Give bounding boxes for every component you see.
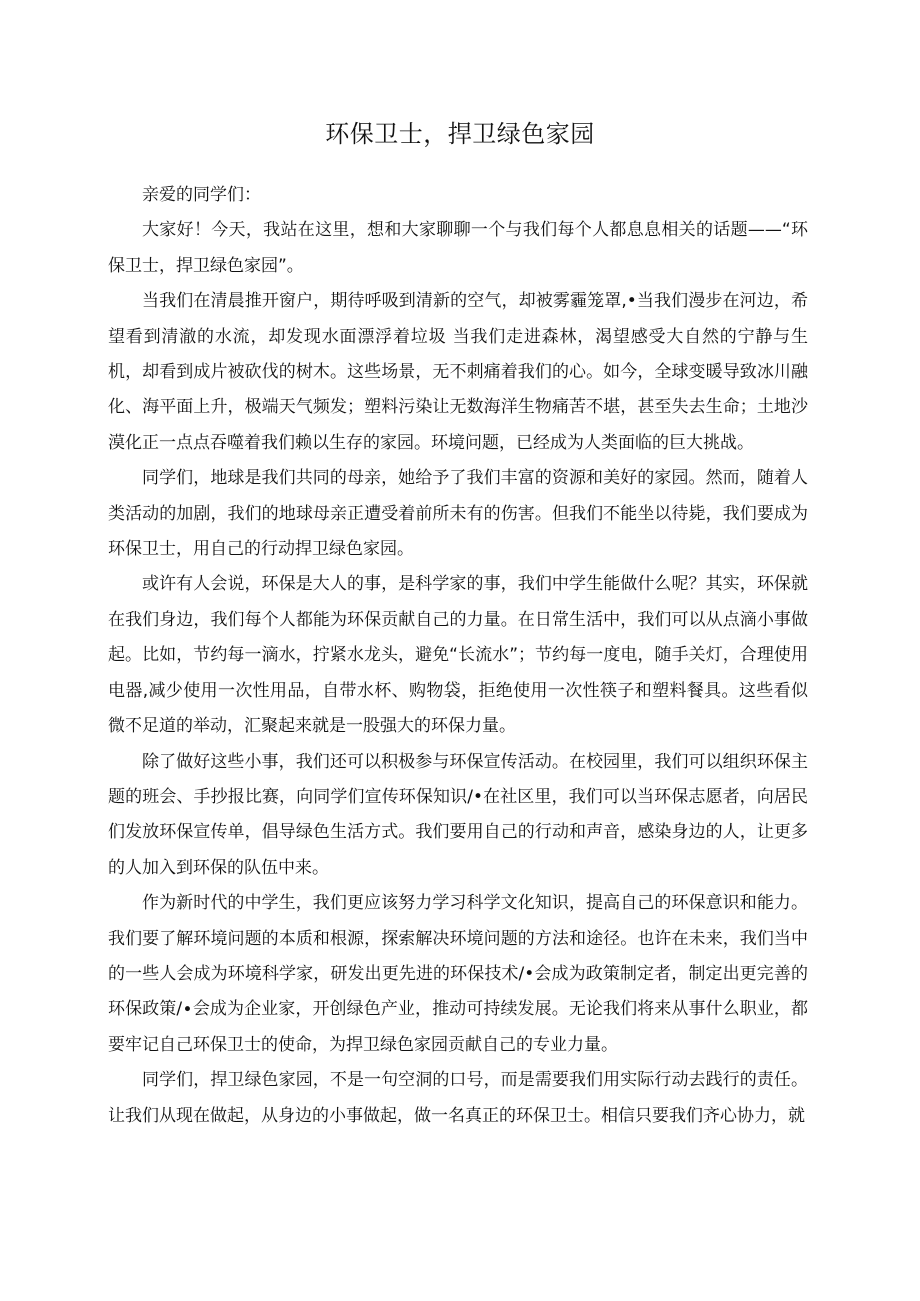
paragraph: 或许有人会说，环保是大人的事，是科学家的事，我们中学生能做什么呢？其实，环保就在我们身边，我们每个人都能为环保贡献自己的力量。在日常生活中，我们可以从点滴小事做起。比如，节约每一滴水，拧紧水龙头，避免“长流水”；节约每一度电，随手关灯，合理使用电器,减少使用一次性用品，自带水杯、购物袋，拒绝使用一次性筷子和塑料餐具。这些看似微不足道的举动，汇聚起来就是一股强大的环保力量。 [108, 574, 808, 737]
paragraph: 当我们在清晨推开窗户，期待呼吸到清新的空气，却被雾霾笼罩,•当我们漫步在河边，希望看到清澈的水流，却发现水面漂浮着垃圾 当我们走进森林，渴望感受大自然的宁静与生机，却看到成片被砍伐的树木。这些场景，无不刺痛着我们的心。如今，全球变暖导致冰川融化、海平面上升，极端天气频发；塑料污染让无数海洋生物痛苦不堪，甚至失去生命；土地沙漠化正一点点吞噬着我们赖以生存的家园。环境问题，已经成为人类面临的巨大挑战。 [108, 291, 808, 453]
document-body [108, 178, 808, 1134]
paragraph: 除了做好这些小事，我们还可以积极参与环保宣传活动。在校园里，我们可以组织环保主题的班会、手抄报比赛，向同学们宣传环保知识/•在社区里，我们可以当环保志愿者，向居民们发放环保宣传单，倡导绿色生活方式。我们要用自己的行动和声音，感染身边的人，让更多的人加入到环保的队伍中来。 [108, 751, 808, 878]
salutation: 亲爱的同学们： [142, 185, 261, 205]
paragraph: 同学们，地球是我们共同的母亲，她给予了我们丰富的资源和美好的家园。然而，随着人类活动的加剧，我们的地球母亲正遭受着前所未有的伤害。但我们不能坐以待毙，我们要成为环保卫士，用自己的行动捍卫绿色家园。 [108, 468, 808, 560]
paragraph: 同学们，捍卫绿色家园，不是一句空洞的口号，而是需要我们用实际行动去践行的责任。让我们从现在做起，从身边的小事做起，做一名真正的环保卫士。相信只要我们齐心协力，就 [108, 1070, 808, 1126]
paragraph: 大家好！今天，我站在这里，想和大家聊聊一个与我们每个人都息息相关的话题——“环保卫士，捍卫绿色家园”。 [108, 220, 808, 276]
document-title: 环保卫士，捍卫绿色家园 [325, 120, 595, 148]
paragraph: 作为新时代的中学生，我们更应该努力学习科学文化知识，提高自己的环保意识和能力。我们要了解环境问题的本质和根源，探索解决环境问题的方法和途径。也许在未来，我们当中的一些人会成为环境科学家，研发出更先进的环保技术/•会成为政策制定者，制定出更完善的环保政策/∙会成为企业家，开创绿色产业，推动可持续发展。无论我们将来从事什么职业，都要牢记自己环保卫士的使命，为捍卫绿色家园贡献自己的专业力量。 [108, 893, 808, 1055]
